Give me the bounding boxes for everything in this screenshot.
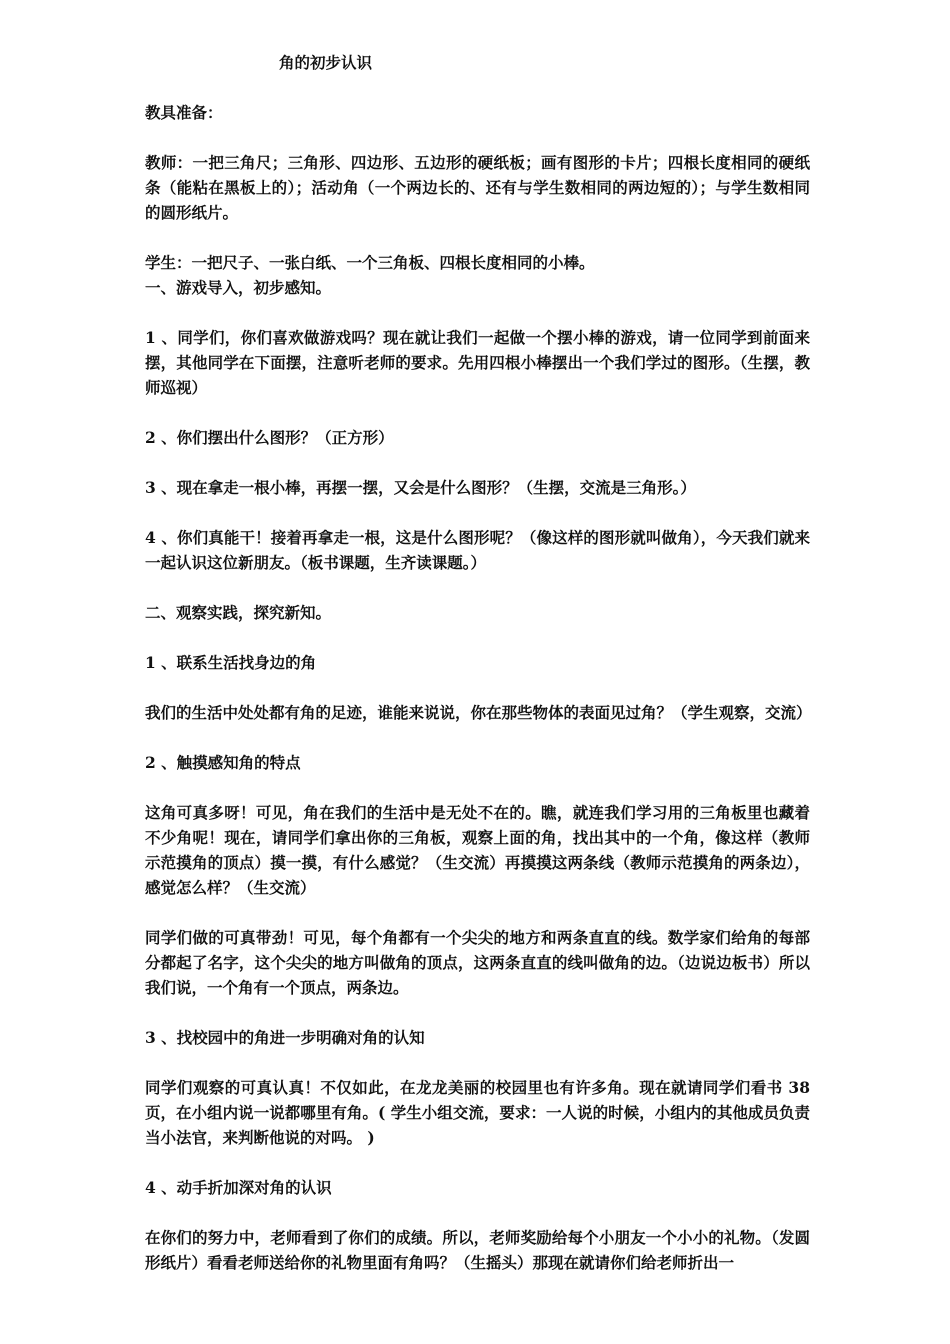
section-heading-2: 二、观察实践，探究新知。: [145, 603, 332, 622]
subheading-1: 1 、联系生活找身边的角: [145, 653, 317, 672]
paragraph-step-2: 2 、你们摆出什么图形？（正方形）: [145, 428, 394, 447]
paragraph-materials-heading: 教具准备：: [145, 103, 223, 122]
paragraph-campus-angles: 同学们观察的可真认真！不仅如此，在龙龙美丽的校园里也有许多角。现在就请同学们看书 38 页，在小组内说一说都哪里有角。( 学生小组交流，要求：一人说的时候，小组内的其他成员负责当小法官，来判断他说的对吗。 ): [145, 1078, 810, 1147]
paragraph-step-1: 1 、同学们，你们喜欢做游戏吗？现在就让我们一起做一个摆小棒的游戏，请一位同学到前面来摆，其他同学在下面摆，注意听老师的要求。先用四根小棒摆出一个我们学过的图形。（生摆，教师巡视）: [145, 328, 810, 397]
paragraph-teacher-materials: 教师：一把三角尺；三角形、四边形、五边形的硬纸板；画有图形的卡片；四根长度相同的硬纸条（能粘在黑板上的）；活动角（一个两边长的、还有与学生数相同的两边短的）；与学生数相同的圆形纸片。: [145, 153, 810, 222]
paragraph-fold-angles: 在你们的努力中，老师看到了你们的成绩。所以，老师奖励给每个小朋友一个小小的礼物。（发圆形纸片）看看老师送给你的礼物里面有角吗？（生摇头）那现在就请你们给老师折出一: [145, 1228, 810, 1272]
paragraph-touch-angles: 这角可真多呀！可见，角在我们的生活中是无处不在的。瞧，就连我们学习用的三角板里也藏着不少角呢！现在，请同学们拿出你的三角板，观察上面的角，找出其中的一个角，像这样（教师示范摸角的顶点）摸一摸，有什么感觉？（生交流）再摸摸这两条线（教师示范摸角的两条边），感觉怎么样？（生交流）: [145, 803, 810, 897]
section-heading-1: 一、游戏导入，初步感知。: [145, 278, 332, 297]
paragraph-angle-parts: 同学们做的可真带劲！可见，每个角都有一个尖尖的地方和两条直直的线。数学家们给角的每部分都起了名字，这个尖尖的地方叫做角的顶点，这两条直直的线叫做角的边。（边说边板书）所以我们说，一个角有一个顶点，两条边。: [145, 928, 810, 997]
document-page: [145, 52, 810, 1275]
subheading-4: 4 、动手折加深对角的认识: [145, 1178, 332, 1197]
document-title: 角的初步认识: [279, 53, 373, 72]
subheading-3: 3 、找校园中的角进一步明确对角的认知: [145, 1028, 425, 1047]
paragraph-step-4: 4 、你们真能干！接着再拿走一根，这是什么图形呢？（像这样的图形就叫做角），今天我们就来一起认识这位新朋友。（板书课题，生齐读课题。）: [145, 528, 810, 572]
subheading-2: 2 、触摸感知角的特点: [145, 753, 301, 772]
paragraph-student-materials: 学生：一把尺子、一张白纸、一个三角板、四根长度相同的小棒。: [145, 253, 595, 272]
paragraph-step-3: 3 、现在拿走一根小棒，再摆一摆，又会是什么图形？（生摆，交流是三角形。）: [145, 478, 696, 497]
paragraph-life-angles: 我们的生活中处处都有角的足迹，谁能来说说，你在那些物体的表面见过角？（学生观察，交流）: [145, 703, 812, 722]
